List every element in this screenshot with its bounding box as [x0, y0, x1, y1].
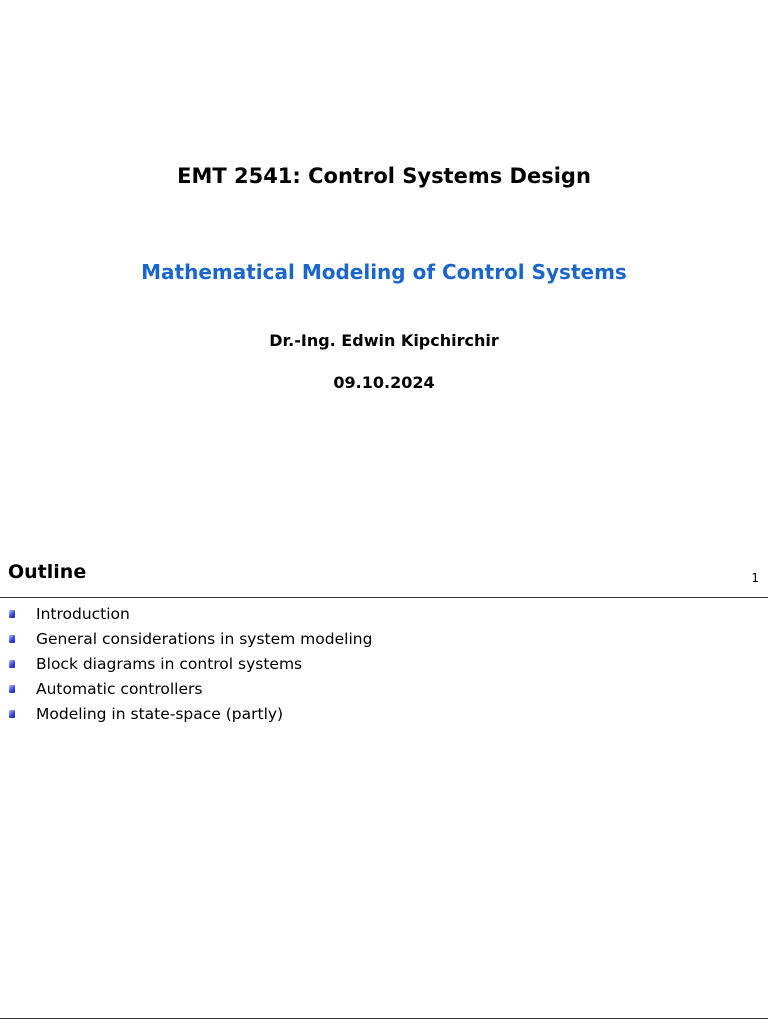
- square-bullet-icon: [9, 685, 15, 693]
- list-item: [0, 701, 768, 726]
- outline-heading: Outline: [8, 561, 87, 583]
- page-number: 1: [751, 571, 759, 585]
- list-item: [0, 626, 768, 651]
- outline-list: [0, 601, 768, 726]
- square-bullet-icon: [9, 635, 15, 643]
- list-item-label: Introduction: [36, 604, 130, 623]
- lecture-title: Mathematical Modeling of Control Systems: [141, 260, 627, 284]
- presentation-date: 09.10.2024: [333, 373, 435, 392]
- list-item-label: Modeling in state-space (partly): [36, 704, 284, 723]
- square-bullet-icon: [9, 660, 15, 668]
- author-name: Dr.-Ing. Edwin Kipchirchir: [269, 331, 499, 350]
- list-item-label: Automatic controllers: [36, 679, 203, 698]
- course-title: EMT 2541: Control Systems Design: [177, 164, 591, 188]
- square-bullet-icon: [9, 710, 15, 718]
- list-item-label: General considerations in system modeling: [36, 629, 373, 648]
- list-item-label: Block diagrams in control systems: [36, 654, 303, 673]
- list-item: [0, 651, 768, 676]
- list-item: [0, 601, 768, 626]
- square-bullet-icon: [9, 610, 15, 618]
- footer-divider: [0, 1018, 768, 1019]
- list-item: [0, 676, 768, 701]
- header-divider: [0, 597, 768, 598]
